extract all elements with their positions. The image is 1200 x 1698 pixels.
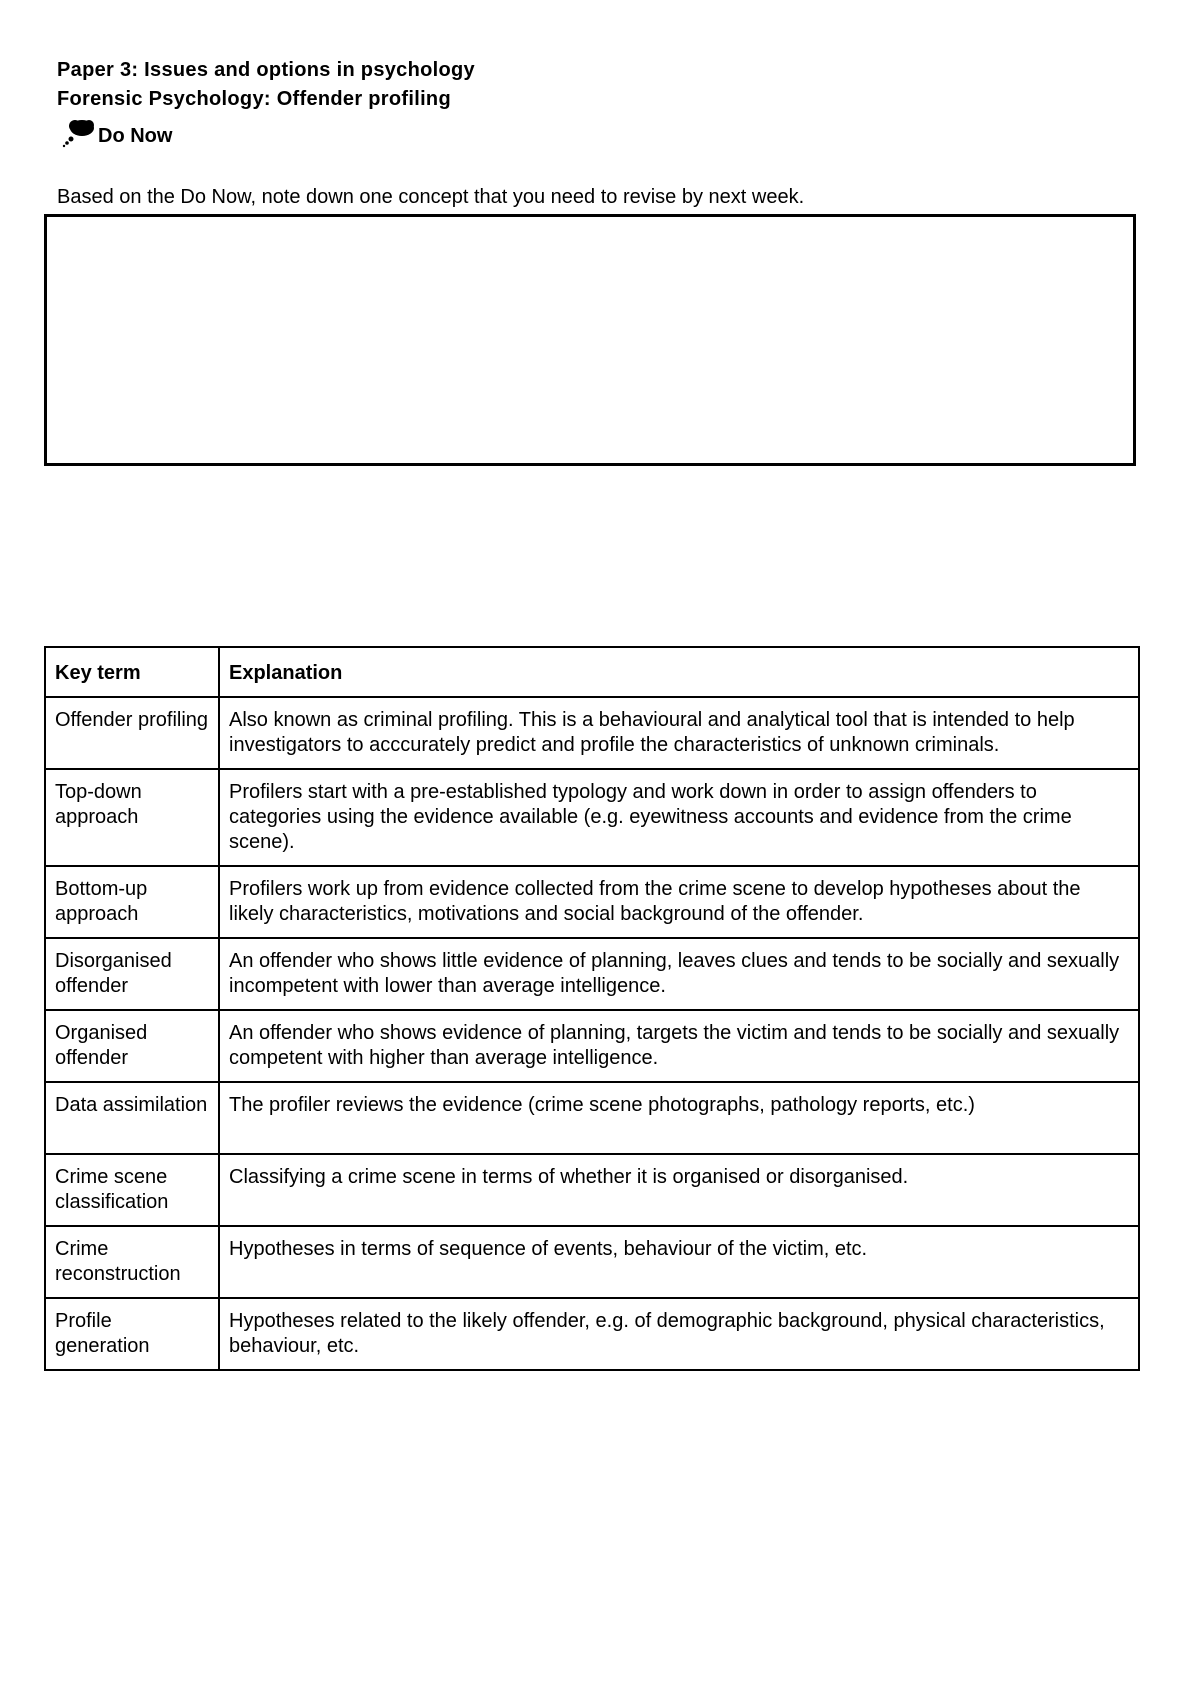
table-row — [45, 938, 1139, 1010]
table-row — [45, 1226, 1139, 1298]
explanation-cell: Profilers start with a pre-established typology and work down in order to assign offenders to categories using the evidence available (e.g. eyewitness accounts and evidence from the crime scene). — [219, 769, 1139, 866]
table-row — [45, 1154, 1139, 1226]
key-term-cell: Top-down approach — [45, 769, 219, 866]
table-row — [45, 1010, 1139, 1082]
key-term-cell: Organised offender — [45, 1010, 219, 1082]
table-row — [45, 1298, 1139, 1370]
instruction-text: Based on the Do Now, note down one concept that you need to revise by next week. — [57, 186, 805, 208]
key-term-cell: Profile generation — [45, 1298, 219, 1370]
answer-box[interactable] — [44, 214, 1136, 466]
document-header — [57, 56, 475, 114]
key-term-cell: Crime reconstruction — [45, 1226, 219, 1298]
table-row — [45, 1082, 1139, 1154]
table-row — [45, 866, 1139, 938]
explanation-cell: Also known as criminal profiling. This is a behavioural and analytical tool that is intended to help investigators to acccurately predict and profile the characteristics of unknown criminals. — [219, 697, 1139, 769]
do-now-label: Do Now — [98, 124, 173, 147]
table-row — [45, 697, 1139, 769]
explanation-header: Explanation — [219, 647, 1139, 697]
key-term-cell: Data assimilation — [45, 1082, 219, 1154]
key-term-cell: Crime scene classification — [45, 1154, 219, 1226]
explanation-cell: An offender who shows little evidence of planning, leaves clues and tends to be socially and sexually incompetent with lower than average intelligence. — [219, 938, 1139, 1010]
key-term-header: Key term — [45, 647, 219, 697]
explanation-cell: An offender who shows evidence of planning, targets the victim and tends to be socially and sexually competent with higher than average intelligence. — [219, 1010, 1139, 1082]
explanation-cell: The profiler reviews the evidence (crime scene photographs, pathology reports, etc.) — [219, 1082, 1139, 1154]
topic-title: Forensic Psychology: Offender profiling — [57, 88, 451, 110]
explanation-cell: Hypotheses related to the likely offender, e.g. of demographic background, physical characteristics, behaviour, etc. — [219, 1298, 1139, 1370]
explanation-cell: Hypotheses in terms of sequence of events, behaviour of the victim, etc. — [219, 1226, 1139, 1298]
explanation-cell: Profilers work up from evidence collected from the crime scene to develop hypotheses about the likely characteristics, motivations and social background of the offender. — [219, 866, 1139, 938]
key-term-cell: Disorganised offender — [45, 938, 219, 1010]
table-row — [45, 769, 1139, 866]
table-header-row — [45, 647, 1139, 697]
do-now-heading — [62, 118, 172, 154]
key-term-cell: Bottom-up approach — [45, 866, 219, 938]
key-terms-table — [44, 646, 1140, 1371]
key-term-cell: Offender profiling — [45, 697, 219, 769]
thought-cloud-icon — [62, 118, 98, 154]
paper-title: Paper 3: Issues and options in psychology — [57, 59, 475, 81]
explanation-cell: Classifying a crime scene in terms of whether it is organised or disorganised. — [219, 1154, 1139, 1226]
